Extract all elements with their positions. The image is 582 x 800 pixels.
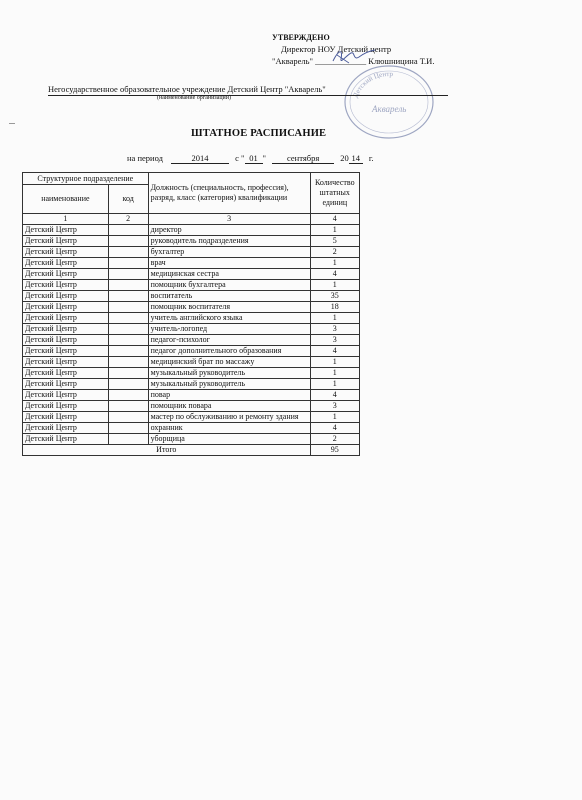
- cell-count: 4: [310, 423, 359, 434]
- cell-name: Детский Центр: [23, 291, 109, 302]
- table-header-row: [23, 173, 360, 185]
- cell-code: [108, 412, 148, 423]
- organization-name: Негосударственное образовательное учреждение Детский Центр "Акварель": [48, 84, 448, 96]
- period-month: сентября: [272, 153, 334, 164]
- cell-name: Детский Центр: [23, 423, 109, 434]
- cell-position: директор: [148, 225, 310, 236]
- cell-count: 1: [310, 258, 359, 269]
- cell-position: помощник воспитателя: [148, 302, 310, 313]
- scan-mark: [9, 123, 15, 124]
- table-row: [23, 357, 360, 368]
- table-row: [23, 423, 360, 434]
- table-row: [23, 225, 360, 236]
- cell-name: Детский Центр: [23, 236, 109, 247]
- cell-position: медицинский брат по массажу: [148, 357, 310, 368]
- cell-code: [108, 390, 148, 401]
- column-number: 1: [23, 214, 109, 225]
- total-value: 95: [310, 445, 359, 456]
- table-row: [23, 324, 360, 335]
- cell-position: воспитатель: [148, 291, 310, 302]
- table-row: [23, 368, 360, 379]
- cell-count: 1: [310, 412, 359, 423]
- cell-count: 3: [310, 335, 359, 346]
- cell-code: [108, 236, 148, 247]
- cell-name: Детский Центр: [23, 313, 109, 324]
- total-label: Итого: [23, 445, 311, 456]
- cell-position: повар: [148, 390, 310, 401]
- cell-name: Детский Центр: [23, 346, 109, 357]
- cell-name: Детский Центр: [23, 225, 109, 236]
- cell-position: бухгалтер: [148, 247, 310, 258]
- staff-rows: [23, 225, 360, 445]
- cell-code: [108, 247, 148, 258]
- approval-signature-line: "Акварель" ____________ Клюшницина Т.И.: [272, 56, 435, 66]
- table-row: [23, 390, 360, 401]
- cell-count: 1: [310, 368, 359, 379]
- cell-position: педагог дополнительного образования: [148, 346, 310, 357]
- cell-count: 4: [310, 269, 359, 280]
- cell-name: Детский Центр: [23, 390, 109, 401]
- period-from-label: с ": [235, 153, 245, 163]
- header-count: Количество штатных единиц: [310, 173, 359, 214]
- column-number: 3: [148, 214, 310, 225]
- cell-position: помощник повара: [148, 401, 310, 412]
- table-row: [23, 269, 360, 280]
- cell-code: [108, 368, 148, 379]
- cell-count: 2: [310, 434, 359, 445]
- cell-name: Детский Центр: [23, 412, 109, 423]
- cell-position: помощник бухгалтера: [148, 280, 310, 291]
- table-row: [23, 379, 360, 390]
- total-row: [23, 445, 360, 456]
- period-year-suffix: 14: [349, 153, 363, 164]
- period-line: [127, 153, 374, 164]
- header-subdivision: Структурное подразделение: [23, 173, 149, 185]
- table-row: [23, 346, 360, 357]
- cell-position: мастер по обслуживанию и ремонту здания: [148, 412, 310, 423]
- cell-count: 1: [310, 280, 359, 291]
- cell-code: [108, 291, 148, 302]
- header-position: Должность (специальность, профессия), разряд, класс (категория) квалификации: [148, 173, 310, 214]
- cell-count: 3: [310, 401, 359, 412]
- cell-count: 1: [310, 225, 359, 236]
- header-name: наименование: [23, 185, 109, 214]
- staff-table: [22, 172, 360, 456]
- period-day: 01: [245, 153, 263, 164]
- cell-name: Детский Центр: [23, 269, 109, 280]
- cell-position: медицинская сестра: [148, 269, 310, 280]
- column-numbers-row: [23, 214, 360, 225]
- cell-code: [108, 225, 148, 236]
- approval-director-line: Директор НОУ Детский центр: [281, 44, 392, 54]
- cell-code: [108, 269, 148, 280]
- cell-count: 4: [310, 346, 359, 357]
- cell-count: 3: [310, 324, 359, 335]
- organization-hint: (наименование организации): [157, 95, 231, 101]
- period-year-unit: г.: [368, 153, 374, 163]
- seal-inner-text: Акварель: [372, 104, 407, 114]
- cell-count: 2: [310, 247, 359, 258]
- period-year-prefix: 20: [340, 153, 349, 163]
- cell-position: учитель-логопед: [148, 324, 310, 335]
- cell-count: 5: [310, 236, 359, 247]
- cell-count: 1: [310, 357, 359, 368]
- cell-position: педагог-психолог: [148, 335, 310, 346]
- table-row: [23, 247, 360, 258]
- cell-code: [108, 401, 148, 412]
- table-row: [23, 313, 360, 324]
- cell-code: [108, 258, 148, 269]
- table-row: [23, 335, 360, 346]
- seal-stamp-image: [342, 62, 436, 140]
- cell-name: Детский Центр: [23, 379, 109, 390]
- cell-count: 1: [310, 313, 359, 324]
- cell-name: Детский Центр: [23, 280, 109, 291]
- cell-code: [108, 357, 148, 368]
- cell-name: Детский Центр: [23, 434, 109, 445]
- cell-name: Детский Центр: [23, 247, 109, 258]
- period-quote-close: ": [262, 153, 267, 163]
- table-row: [23, 258, 360, 269]
- cell-code: [108, 313, 148, 324]
- header-code: код: [108, 185, 148, 214]
- cell-position: врач: [148, 258, 310, 269]
- cell-code: [108, 324, 148, 335]
- cell-code: [108, 335, 148, 346]
- table-row: [23, 302, 360, 313]
- cell-name: Детский Центр: [23, 401, 109, 412]
- cell-position: охранник: [148, 423, 310, 434]
- cell-name: Детский Центр: [23, 302, 109, 313]
- table-row: [23, 291, 360, 302]
- cell-code: [108, 423, 148, 434]
- cell-position: музыкальный руководитель: [148, 379, 310, 390]
- cell-count: 1: [310, 379, 359, 390]
- cell-name: Детский Центр: [23, 357, 109, 368]
- cell-code: [108, 346, 148, 357]
- cell-name: Детский Центр: [23, 335, 109, 346]
- table-row: [23, 236, 360, 247]
- column-number: 2: [108, 214, 148, 225]
- cell-count: 35: [310, 291, 359, 302]
- cell-count: 18: [310, 302, 359, 313]
- cell-position: музыкальный руководитель: [148, 368, 310, 379]
- cell-position: уборщица: [148, 434, 310, 445]
- cell-name: Детский Центр: [23, 368, 109, 379]
- seal-outer-text: Детский Центр: [351, 69, 394, 99]
- cell-code: [108, 280, 148, 291]
- approval-title: УТВЕРЖДЕНО: [272, 33, 330, 42]
- table-row: [23, 401, 360, 412]
- cell-code: [108, 434, 148, 445]
- period-label: на период: [127, 153, 163, 163]
- cell-count: 4: [310, 390, 359, 401]
- document-title: ШТАТНОЕ РАСПИСАНИЕ: [191, 128, 327, 139]
- cell-name: Детский Центр: [23, 258, 109, 269]
- cell-name: Детский Центр: [23, 324, 109, 335]
- cell-code: [108, 302, 148, 313]
- cell-position: руководитель подразделения: [148, 236, 310, 247]
- cell-position: учитель английского языка: [148, 313, 310, 324]
- column-number: 4: [310, 214, 359, 225]
- period-year: 2014: [171, 153, 229, 164]
- table-row: [23, 412, 360, 423]
- table-row: [23, 280, 360, 291]
- table-row: [23, 434, 360, 445]
- cell-code: [108, 379, 148, 390]
